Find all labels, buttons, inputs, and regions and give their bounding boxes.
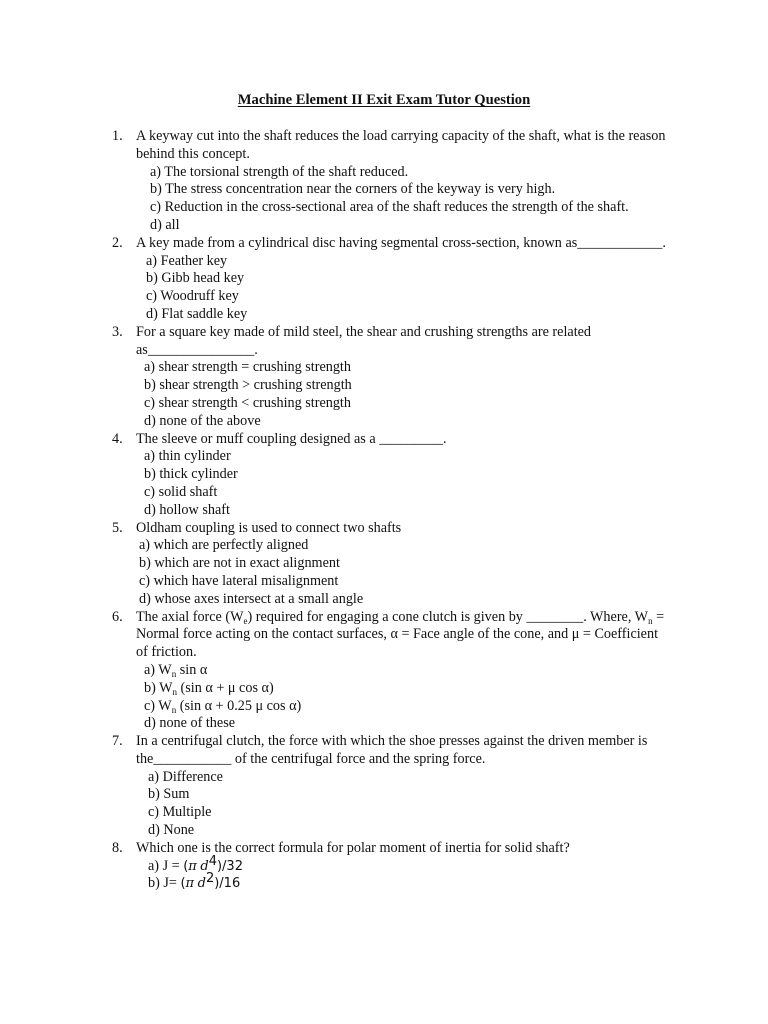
- option-a: a) thin cylinder: [144, 448, 231, 465]
- option-b: [136, 680, 672, 698]
- option-list: [136, 853, 672, 894]
- option-a: a) shear strength = crushing strength: [144, 359, 351, 376]
- option-b: b) which are not in exact alignment: [139, 555, 340, 572]
- option-text: b) W: [144, 679, 173, 696]
- question-2: [112, 235, 672, 324]
- option-a: a) which are perfectly aligned: [139, 537, 309, 554]
- formula-exponent: 2: [205, 871, 215, 887]
- formula-paren: (: [183, 858, 189, 874]
- option-d: d) all: [150, 216, 180, 233]
- option-d: d) None: [148, 822, 195, 839]
- question-stem: A keyway cut into the shaft reduces the load carrying capacity of the shaft, what is the reason behind this concept.: [136, 128, 666, 162]
- question-1: [112, 128, 672, 235]
- question-8: [112, 840, 672, 893]
- question-4: [112, 431, 672, 520]
- formula-tail: )/32: [216, 858, 243, 874]
- option-b: b) Sum: [148, 786, 190, 803]
- option-c: c) solid shaft: [144, 483, 218, 500]
- question-number: 5.: [112, 519, 123, 536]
- option-d: [136, 715, 672, 733]
- subscript: n: [171, 704, 177, 715]
- option-list: [136, 537, 672, 608]
- option-d: d) whose axes intersect at a small angle: [139, 590, 364, 607]
- subscript: n: [172, 686, 177, 697]
- option-text: a) W: [144, 661, 172, 678]
- question-number: 1.: [112, 128, 123, 144]
- question-stem: Oldham coupling is used to connect two shafts: [136, 519, 402, 536]
- option-d: d) Flat saddle key: [146, 305, 248, 322]
- question-stem: For a square key made of mild steel, the shear and crushing strengths are related as_______________.: [136, 323, 592, 358]
- question-stem: In a centrifugal clutch, the force with which the shoe presses against the driven member is the___________ of the centrifugal force and the spring force.: [136, 733, 648, 767]
- formula-paren: (: [180, 876, 186, 892]
- option-b: b) Gibb head key: [146, 270, 245, 287]
- option-c: c) shear strength < crushing strength: [144, 394, 351, 411]
- option-list: [136, 164, 672, 235]
- question-number: 3.: [112, 323, 123, 340]
- question-list: [112, 128, 672, 893]
- option-a: [136, 662, 672, 680]
- question-stem: [136, 609, 672, 662]
- formula-pi: π: [185, 876, 195, 892]
- option-list: [136, 769, 672, 840]
- subscript: n: [648, 615, 653, 626]
- question-6: [112, 609, 672, 734]
- option-text: d) none of these: [144, 715, 236, 732]
- question-stem: Which one is the correct formula for polar moment of inertia for solid shaft?: [136, 839, 570, 856]
- question-3: [112, 324, 672, 431]
- option-c: c) Woodruff key: [146, 288, 239, 305]
- option-text: (sin α + 0.25 μ cos α): [176, 697, 302, 714]
- option-c: [136, 698, 672, 716]
- stem-text: ) required for engaging a cone clutch is given by ________. Where, W: [247, 608, 649, 625]
- option-a: a) The torsional strength of the shaft reduced.: [150, 163, 409, 180]
- option-c: c) Reduction in the cross-sectional area of the shaft reduces the strength of the shaft.: [150, 199, 629, 216]
- option-b: b) The stress concentration near the corners of the keyway is very high.: [150, 181, 556, 198]
- question-number: 7.: [112, 733, 123, 750]
- option-d: d) hollow shaft: [144, 501, 230, 518]
- option-text: c) W: [144, 697, 172, 714]
- option-a: a) Feather key: [146, 252, 228, 269]
- option-list: [136, 662, 672, 733]
- question-number: 6.: [112, 608, 123, 625]
- question-number: 2.: [112, 234, 123, 251]
- option-a: [136, 853, 672, 876]
- subscript: e: [243, 615, 248, 626]
- option-label: b) J=: [148, 875, 181, 892]
- option-list: [136, 448, 672, 519]
- formula-variable: d: [197, 876, 206, 892]
- question-number: 8.: [112, 839, 123, 856]
- formula-pi: π: [188, 858, 197, 874]
- question-7: [112, 733, 672, 840]
- question-number: 4.: [112, 430, 123, 447]
- option-b: b) thick cylinder: [144, 466, 238, 483]
- option-text: sin α: [176, 661, 208, 678]
- option-a: a) Difference: [148, 768, 223, 785]
- option-d: d) none of the above: [144, 412, 261, 429]
- option-text: (sin α + μ cos α): [177, 679, 274, 696]
- option-c: c) which have lateral misalignment: [139, 572, 339, 589]
- document-title: Machine Element II Exit Exam Tutor Question: [237, 92, 531, 108]
- stem-text: The axial force (W: [136, 608, 244, 625]
- question-stem: A key made from a cylindrical disc having segmental cross-section, known as____________.: [136, 234, 666, 251]
- option-label: a) J =: [148, 857, 184, 874]
- formula-variable: d: [200, 858, 209, 874]
- stem-text: = Normal force acting on the contact surfaces, α = Face angle of the cone, and μ = Coefficient of friction.: [136, 608, 665, 661]
- formula-exponent: 4: [208, 853, 217, 869]
- option-b: b) shear strength > crushing strength: [144, 377, 352, 394]
- option-b: [136, 871, 672, 893]
- option-list: [136, 253, 672, 324]
- question-stem: The sleeve or muff coupling designed as a _________.: [136, 430, 447, 447]
- option-c: c) Multiple: [148, 804, 212, 821]
- formula-tail: )/16: [214, 876, 241, 892]
- question-5: [112, 520, 672, 609]
- option-list: [136, 359, 672, 430]
- subscript: n: [171, 668, 177, 679]
